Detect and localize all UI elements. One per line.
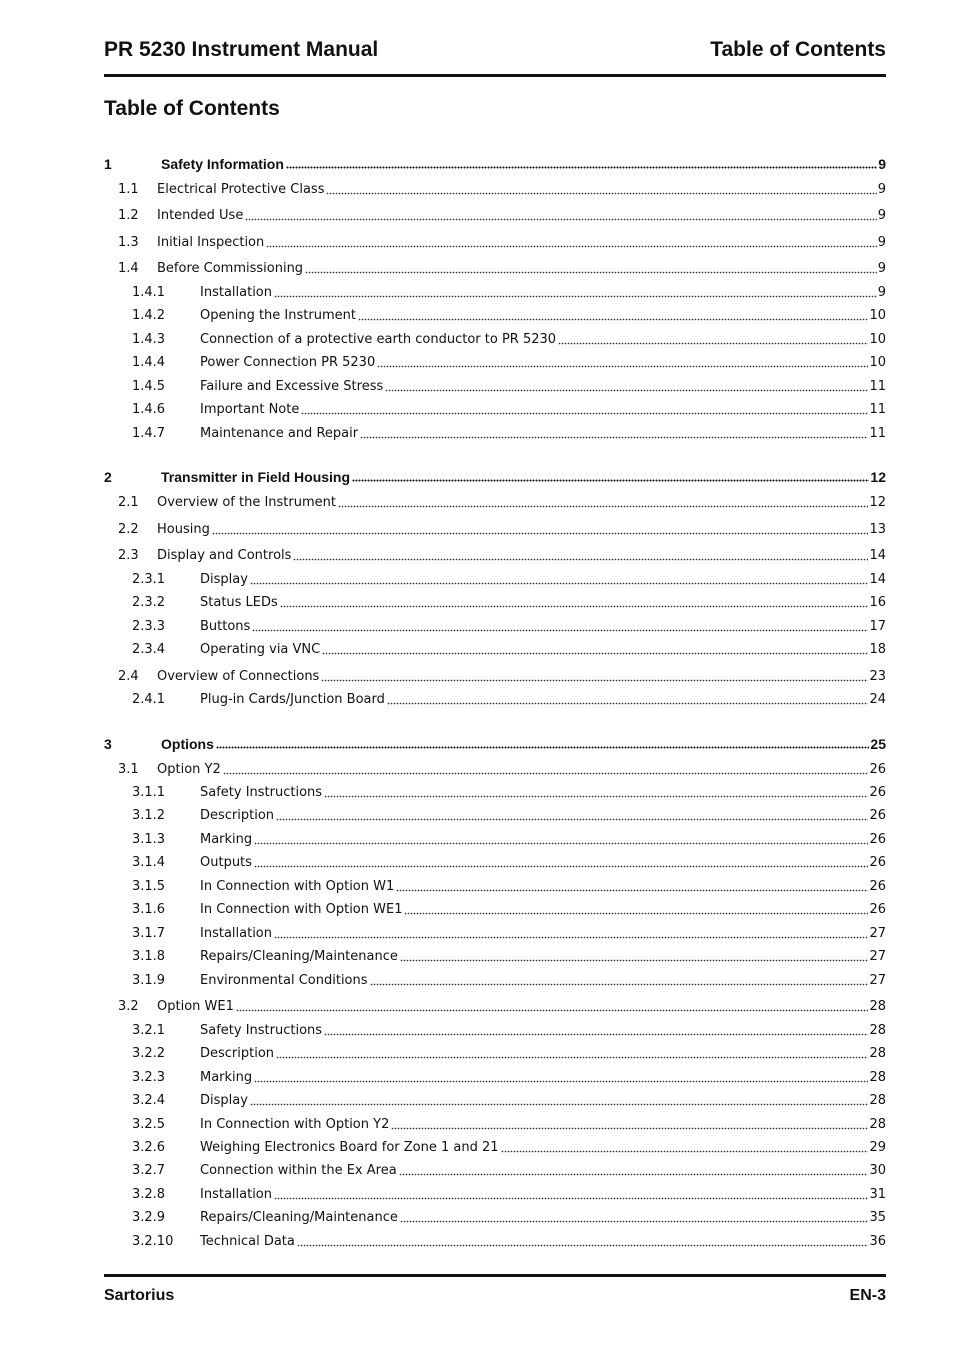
toc-entry-page: 30 (869, 1163, 886, 1178)
toc-entry-title: In Connection with Option Y2 (200, 1117, 390, 1132)
toc-entry[interactable] (104, 995, 886, 1015)
toc-entry-number: 1.4.5 (132, 379, 166, 394)
toc-entry-number: 2.3.2 (132, 595, 166, 610)
toc-entry[interactable] (104, 152, 886, 172)
toc-entry[interactable] (104, 257, 886, 277)
toc-entry-number: 3.1.4 (132, 855, 166, 870)
toc-entry-title: Initial Inspection (157, 235, 265, 250)
toc-entry-number: 2.3 (118, 548, 139, 563)
toc-entry[interactable] (104, 465, 886, 485)
dot-leader (305, 270, 877, 274)
toc-entry-title: Housing (157, 522, 210, 537)
toc-entry-page: 9 (877, 208, 886, 223)
toc-entry-page: 27 (869, 926, 886, 941)
toc-entry[interactable] (104, 1089, 886, 1109)
toc-entry-number: 3.2.7 (132, 1163, 166, 1178)
toc-entry-page: 13 (869, 522, 886, 537)
toc-entry-page: 17 (869, 619, 886, 634)
dot-leader (391, 1126, 868, 1130)
dot-leader (352, 478, 869, 482)
toc-entry[interactable] (104, 732, 886, 752)
toc-entry-number: 3.2.8 (132, 1187, 166, 1202)
toc-entry-page: 28 (869, 1093, 886, 1108)
toc-entry-title: Overview of Connections (157, 669, 320, 684)
toc-entry-title: Overview of the Instrument (157, 495, 336, 510)
toc-entry[interactable] (104, 375, 886, 395)
toc-heading: Table of Contents (104, 97, 280, 120)
toc-entry-page: 10 (869, 355, 886, 370)
toc-entry-title: Repairs/Cleaning/Maintenance (200, 949, 398, 964)
toc-entry-number: 1.4.4 (132, 355, 166, 370)
toc-entry[interactable] (104, 828, 886, 848)
dot-leader (501, 1149, 869, 1153)
toc-entry-page: 11 (869, 426, 886, 441)
toc-entry-page: 9 (877, 261, 886, 276)
toc-entry-number: 3.1.7 (132, 926, 166, 941)
dot-leader (254, 841, 868, 845)
toc-entry-number: 2.2 (118, 522, 139, 537)
toc-entry[interactable] (104, 591, 886, 611)
toc-entry-page: 14 (869, 548, 886, 563)
dot-leader (404, 911, 868, 915)
toc-entry-title: Installation (200, 285, 273, 300)
toc-entry-title: Before Commissioning (157, 261, 304, 276)
toc-entry-number: 2 (104, 469, 112, 485)
toc-entry-number: 1 (104, 156, 112, 172)
toc-entry[interactable] (104, 328, 886, 348)
toc-entry-title: Important Note (200, 402, 300, 417)
toc-entry-page: 26 (869, 902, 886, 917)
toc-entry-title: Weighing Electronics Board for Zone 1 and 21 (200, 1140, 499, 1155)
toc-entry-number: 3.2.1 (132, 1023, 166, 1038)
toc-entry-title: Transmitter in Field Housing (161, 469, 351, 485)
toc-entry-number: 2.3.4 (132, 642, 166, 657)
toc-entry[interactable] (104, 758, 886, 778)
toc-entry-title: Safety Instructions (200, 1023, 323, 1038)
toc-entry[interactable] (104, 491, 886, 511)
toc-entry[interactable] (104, 898, 886, 918)
toc-entry-title: In Connection with Option WE1 (200, 902, 403, 917)
toc-entry-page: 24 (869, 692, 886, 707)
toc-entry-page: 28 (869, 999, 886, 1014)
toc-entry-title: Opening the Instrument (200, 308, 356, 323)
dot-leader (400, 1219, 869, 1223)
dot-leader (293, 557, 868, 561)
dot-leader (236, 1008, 869, 1012)
toc-entry-page: 10 (869, 332, 886, 347)
toc-entry-number: 1.4 (118, 261, 139, 276)
toc-entry-number: 3 (104, 736, 112, 752)
toc-entry-number: 3.2.9 (132, 1210, 166, 1225)
toc-entry-title: Repairs/Cleaning/Maintenance (200, 1210, 398, 1225)
toc-entry-number: 1.1 (118, 182, 139, 197)
toc-entry-number: 3.1.9 (132, 973, 166, 988)
dot-leader (276, 817, 868, 821)
toc-entry-page: 14 (869, 572, 886, 587)
dot-leader (286, 165, 877, 169)
toc-entry[interactable] (104, 422, 886, 442)
dot-leader (223, 771, 869, 775)
toc-entry-title: Maintenance and Repair (200, 426, 359, 441)
toc-entry[interactable] (104, 231, 886, 251)
toc-entry[interactable] (104, 544, 886, 564)
toc-entry-title: Buttons (200, 619, 251, 634)
toc-entry-page: 28 (869, 1046, 886, 1061)
toc-entry-number: 1.3 (118, 235, 139, 250)
toc-entry[interactable] (104, 665, 886, 685)
dot-leader (245, 217, 876, 221)
toc-entry[interactable] (104, 1230, 886, 1250)
toc-entry[interactable] (104, 304, 886, 324)
dot-leader (274, 1196, 868, 1200)
toc-entry-title: Description (200, 808, 275, 823)
toc-entry-number: 3.1.3 (132, 832, 166, 847)
dot-leader (324, 1032, 868, 1036)
dot-leader (280, 604, 869, 608)
dot-leader (377, 364, 868, 368)
toc-entry-title: Marking (200, 832, 253, 847)
toc-entry-page: 18 (869, 642, 886, 657)
toc-entry-title: Electrical Protective Class (157, 182, 325, 197)
toc-entry-page: 12 (869, 495, 886, 510)
toc-entry-title: Option Y2 (157, 762, 221, 777)
toc-entry[interactable] (104, 804, 886, 824)
toc-entry[interactable] (104, 875, 886, 895)
dot-leader (274, 935, 868, 939)
dot-leader (254, 864, 869, 868)
toc-entry[interactable] (104, 1042, 886, 1062)
toc-entry-number: 3.1.6 (132, 902, 166, 917)
section-title: Table of Contents (710, 38, 886, 61)
toc-entry[interactable] (104, 178, 886, 198)
toc-entry[interactable] (104, 281, 886, 301)
dot-leader (322, 651, 868, 655)
toc-entry[interactable] (104, 1066, 886, 1086)
toc-entry-page: 36 (869, 1234, 886, 1249)
toc-entry-page: 9 (877, 235, 886, 250)
dot-leader (324, 794, 868, 798)
toc-entry-number: 3.2.3 (132, 1070, 166, 1085)
toc-entry[interactable] (104, 1183, 886, 1203)
toc-entry-page: 26 (869, 879, 886, 894)
toc-entry-title: Intended Use (157, 208, 244, 223)
toc-entry-page: 11 (869, 402, 886, 417)
toc-entry-number: 2.4 (118, 669, 139, 684)
dot-leader (385, 388, 868, 392)
toc-entry-title: Display and Controls (157, 548, 292, 563)
manual-title: PR 5230 Instrument Manual (104, 38, 379, 61)
toc-entry[interactable] (104, 969, 886, 989)
toc-entry-page: 27 (869, 973, 886, 988)
toc-entry[interactable] (104, 1019, 886, 1039)
toc-entry[interactable] (104, 351, 886, 371)
toc-entry-title: Display (200, 572, 248, 587)
toc-entry-number: 1.4.3 (132, 332, 166, 347)
toc-entry-title: Installation (200, 926, 273, 941)
toc-entry-title: Marking (200, 1070, 253, 1085)
dot-leader (301, 411, 868, 415)
toc-entry-number: 3.2 (118, 999, 139, 1014)
toc-entry[interactable] (104, 518, 886, 538)
toc-entry-title: Technical Data (200, 1234, 295, 1249)
toc-entry-page: 28 (869, 1070, 886, 1085)
toc-entry-page: 27 (869, 949, 886, 964)
dot-leader (387, 701, 869, 705)
toc-entry-title: Outputs (200, 855, 252, 870)
toc-entry[interactable] (104, 638, 886, 658)
dot-leader (338, 504, 868, 508)
toc-entry-title: Options (161, 736, 214, 752)
toc-entry-title: Description (200, 1046, 275, 1061)
dot-leader (297, 1243, 869, 1247)
toc-entry-title: In Connection with Option W1 (200, 879, 395, 894)
toc-entry-title: Plug-in Cards/Junction Board (200, 692, 385, 707)
toc-entry[interactable] (104, 398, 886, 418)
dot-leader (266, 244, 876, 248)
toc-entry-title: Operating via VNC (200, 642, 321, 657)
toc-entry-page: 26 (869, 808, 886, 823)
toc-entry-number: 3.1 (118, 762, 139, 777)
dot-leader (370, 982, 869, 986)
toc-entry-number: 3.2.2 (132, 1046, 166, 1061)
dot-leader (358, 317, 869, 321)
toc-entry-title: Option WE1 (157, 999, 234, 1014)
toc-entry-number: 3.2.6 (132, 1140, 166, 1155)
toc-entry-page: 9 (878, 156, 886, 172)
toc-entry-title: Connection within the Ex Area (200, 1163, 397, 1178)
toc-entry-number: 3.2.5 (132, 1117, 166, 1132)
toc-entry-title: Connection of a protective earth conductor to PR 5230 (200, 332, 557, 347)
toc-entry[interactable] (104, 1159, 886, 1179)
page-footer (104, 1274, 886, 1305)
toc-entry-page: 31 (869, 1187, 886, 1202)
dot-leader (396, 888, 868, 892)
dot-leader (250, 1102, 869, 1106)
toc-entry-number: 3.1.5 (132, 879, 166, 894)
page-number: EN-3 (849, 1287, 886, 1304)
toc-entry-number: 1.4.1 (132, 285, 166, 300)
toc-entry-page: 26 (869, 762, 886, 777)
toc-entry-number: 2.4.1 (132, 692, 166, 707)
toc-entry-title: Power Connection PR 5230 (200, 355, 376, 370)
toc-entry-title: Display (200, 1093, 248, 1108)
dot-leader (212, 531, 869, 535)
toc-entry-page: 12 (870, 469, 886, 485)
toc-entry-page: 9 (877, 182, 886, 197)
toc-entry-page: 16 (869, 595, 886, 610)
toc-entry-number: 1.2 (118, 208, 139, 223)
toc-entry-page: 29 (869, 1140, 886, 1155)
toc-entry-page: 28 (869, 1117, 886, 1132)
toc-entry[interactable] (104, 851, 886, 871)
toc-entry-page: 35 (869, 1210, 886, 1225)
dot-leader (274, 294, 877, 298)
toc-entry[interactable] (104, 1136, 886, 1156)
toc-entry[interactable] (104, 615, 886, 635)
toc-entry-page: 28 (869, 1023, 886, 1038)
toc-entry[interactable] (104, 922, 886, 942)
dot-leader (252, 628, 868, 632)
dot-leader (321, 678, 868, 682)
toc-entry-number: 3.1.1 (132, 785, 166, 800)
toc-entry-title: Safety Instructions (200, 785, 323, 800)
dot-leader (326, 191, 876, 195)
toc-entry-title: Safety Information (161, 156, 284, 172)
toc-entry-page: 25 (870, 736, 886, 752)
dot-leader (399, 1172, 869, 1176)
toc-entry-title: Failure and Excessive Stress (200, 379, 384, 394)
page-header (104, 38, 886, 77)
toc-entry-number: 3.1.8 (132, 949, 166, 964)
toc-entry-number: 3.1.2 (132, 808, 166, 823)
toc-entry-title: Environmental Conditions (200, 973, 368, 988)
dot-leader (254, 1079, 868, 1083)
toc-entry[interactable] (104, 781, 886, 801)
toc-entry-number: 2.3.1 (132, 572, 166, 587)
toc-entry-number: 2.1 (118, 495, 139, 510)
toc-entry[interactable] (104, 1113, 886, 1133)
toc-entry-number: 1.4.7 (132, 426, 166, 441)
toc-entry-number: 3.2.4 (132, 1093, 166, 1108)
company-name: Sartorius (104, 1287, 175, 1304)
dot-leader (360, 435, 868, 439)
toc-entry[interactable] (104, 204, 886, 224)
toc-entry-page: 26 (869, 832, 886, 847)
toc-entry-number: 3.2.10 (132, 1234, 174, 1249)
dot-leader (250, 581, 869, 585)
toc-entry[interactable] (104, 945, 886, 965)
toc-entry-number: 1.4.6 (132, 402, 166, 417)
toc-entry[interactable] (104, 688, 886, 708)
dot-leader (558, 341, 868, 345)
toc-entry-number: 1.4.2 (132, 308, 166, 323)
toc-entry-page: 11 (869, 379, 886, 394)
toc-entry-title: Installation (200, 1187, 273, 1202)
toc-entry-page: 9 (877, 285, 886, 300)
toc-entry-page: 10 (869, 308, 886, 323)
dot-leader (216, 745, 870, 749)
toc-entry[interactable] (104, 568, 886, 588)
dot-leader (400, 958, 869, 962)
toc-entry-page: 23 (869, 669, 886, 684)
toc-entry-number: 2.3.3 (132, 619, 166, 634)
toc-entry-title: Status LEDs (200, 595, 278, 610)
toc-entry-page: 26 (869, 785, 886, 800)
toc-entry-page: 26 (869, 855, 886, 870)
toc-entry[interactable] (104, 1206, 886, 1226)
dot-leader (276, 1055, 868, 1059)
